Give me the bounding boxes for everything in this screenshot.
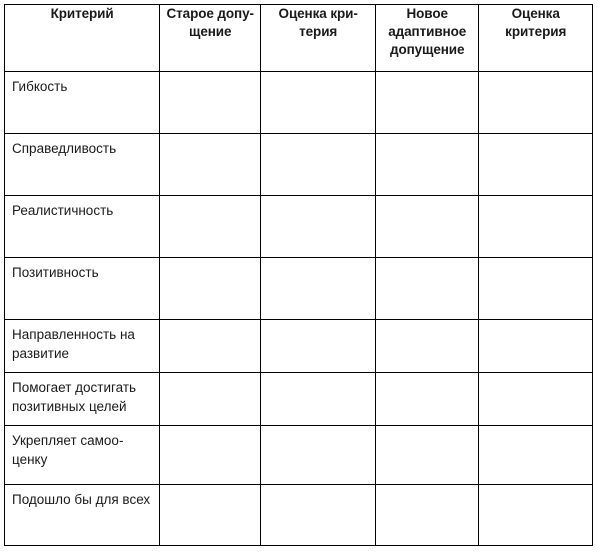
cell-criterion-score-1[interactable]: [261, 485, 376, 546]
cell-criterion-score-2[interactable]: [479, 72, 593, 134]
criterion-cell: [5, 373, 160, 426]
column-header-line: терия: [299, 24, 338, 39]
column-header-line: Оценка кри-: [278, 6, 358, 21]
cell-new-adaptive-assumption[interactable]: [375, 72, 478, 134]
table-row: [5, 258, 593, 320]
table-header-row: [5, 5, 593, 72]
cell-criterion-score-2[interactable]: [479, 134, 593, 196]
cell-criterion-score-2[interactable]: [479, 320, 593, 373]
column-header-line: допущение: [389, 42, 465, 57]
cell-criterion-score-1[interactable]: [261, 134, 376, 196]
criterion-label-line: Подошло бы для всех: [12, 492, 151, 507]
criterion-cell: [5, 320, 160, 373]
cell-criterion-score-1[interactable]: [261, 320, 376, 373]
cell-new-adaptive-assumption[interactable]: [375, 485, 478, 546]
criterion-cell: [5, 485, 160, 546]
cell-criterion-score-2[interactable]: [479, 258, 593, 320]
cell-criterion-score-2[interactable]: [479, 485, 593, 546]
criterion-label-line: развитие: [12, 345, 69, 361]
column-header-line: Новое: [406, 6, 448, 21]
table-row: [5, 196, 593, 258]
cell-criterion-score-1[interactable]: [261, 258, 376, 320]
cell-new-adaptive-assumption[interactable]: [375, 373, 478, 426]
table-header: [5, 5, 593, 72]
column-header-old_assumption: [160, 5, 261, 72]
table-row: [5, 72, 593, 134]
column-header-line: критерия: [505, 24, 567, 39]
cell-old-assumption[interactable]: [160, 258, 261, 320]
criterion-cell: [5, 134, 160, 196]
column-header-line: Старое допу-: [166, 6, 254, 21]
cell-old-assumption[interactable]: [160, 485, 261, 546]
cell-criterion-score-1[interactable]: [261, 373, 376, 426]
cell-new-adaptive-assumption[interactable]: [375, 320, 478, 373]
criterion-label-line: Помогает достигать: [12, 380, 137, 395]
criteria-table-container: [4, 4, 593, 544]
table-row: [5, 134, 593, 196]
column-header-new_adaptive_assumption: [375, 5, 478, 72]
criteria-table: [4, 4, 593, 546]
cell-new-adaptive-assumption[interactable]: [375, 196, 478, 258]
criterion-label-line: Гибкость: [12, 79, 68, 94]
column-header-criterion_score_1: [261, 5, 376, 72]
cell-criterion-score-2[interactable]: [479, 196, 593, 258]
criterion-label-line: позитивных целей: [12, 398, 127, 414]
criterion-label-line: Направленность на: [12, 327, 135, 342]
cell-criterion-score-1[interactable]: [261, 72, 376, 134]
criterion-cell: [5, 258, 160, 320]
cell-new-adaptive-assumption[interactable]: [375, 134, 478, 196]
column-header-line: адаптивное: [388, 24, 467, 39]
cell-criterion-score-1[interactable]: [261, 196, 376, 258]
column-header-line: Критерий: [50, 6, 114, 21]
criterion-label-line: Укрепляет самоо-: [12, 433, 124, 448]
cell-old-assumption[interactable]: [160, 320, 261, 373]
criterion-cell: [5, 72, 160, 134]
cell-old-assumption[interactable]: [160, 196, 261, 258]
table-row: [5, 373, 593, 426]
table-row: [5, 320, 593, 373]
cell-new-adaptive-assumption[interactable]: [375, 426, 478, 485]
cell-old-assumption[interactable]: [160, 134, 261, 196]
column-header-line: Оценка: [511, 6, 560, 21]
criterion-label-line: ценку: [12, 451, 48, 467]
table-body: [5, 72, 593, 546]
column-header-criterion: [5, 5, 160, 72]
cell-old-assumption[interactable]: [160, 373, 261, 426]
criterion-cell: [5, 426, 160, 485]
table-row: [5, 426, 593, 485]
cell-old-assumption[interactable]: [160, 72, 261, 134]
criterion-cell: [5, 196, 160, 258]
cell-criterion-score-2[interactable]: [479, 426, 593, 485]
criterion-label-line: Позитивность: [12, 265, 99, 280]
cell-new-adaptive-assumption[interactable]: [375, 258, 478, 320]
cell-criterion-score-2[interactable]: [479, 373, 593, 426]
table-row: [5, 485, 593, 546]
column-header-line: щение: [189, 24, 232, 39]
cell-criterion-score-1[interactable]: [261, 426, 376, 485]
column-header-criterion_score_2: [479, 5, 593, 72]
criterion-label-line: Справедливость: [12, 141, 117, 156]
criterion-label-line: Реалистичность: [12, 203, 114, 218]
cell-old-assumption[interactable]: [160, 426, 261, 485]
